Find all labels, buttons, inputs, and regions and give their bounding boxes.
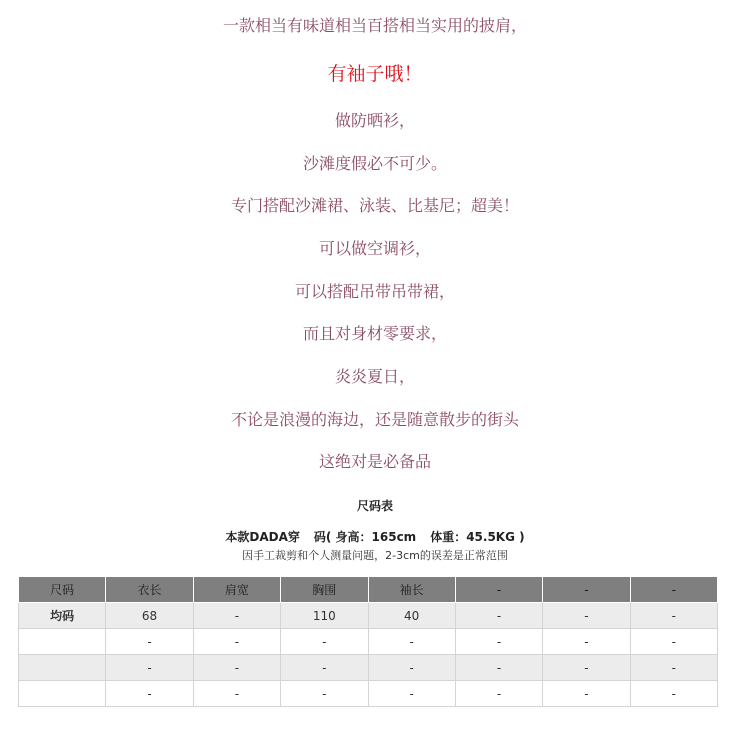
table-header-cell: 尺码 bbox=[19, 577, 106, 603]
table-cell: - bbox=[543, 655, 630, 681]
table-header-row bbox=[19, 577, 718, 603]
description-line: 做防晒衫， bbox=[334, 111, 415, 130]
table-cell: - bbox=[455, 655, 542, 681]
table-cell: - bbox=[455, 603, 542, 629]
table-cell: - bbox=[630, 681, 717, 707]
description-line: 专门搭配沙滩裙、泳装、比基尼；超美！ bbox=[230, 196, 519, 215]
model-label: 本款DADA穿 bbox=[225, 530, 300, 544]
table-cell: - bbox=[630, 655, 717, 681]
table-cell: - bbox=[193, 603, 280, 629]
table-cell: - bbox=[630, 629, 717, 655]
table-cell: - bbox=[630, 603, 717, 629]
table-cell bbox=[19, 681, 106, 707]
table-cell: - bbox=[543, 681, 630, 707]
table-cell: - bbox=[106, 655, 193, 681]
table-cell: - bbox=[368, 629, 455, 655]
table-header-cell: 袖长 bbox=[368, 577, 455, 603]
table-cell: - bbox=[368, 681, 455, 707]
table-cell: - bbox=[543, 603, 630, 629]
description-line: 不论是浪漫的海边，还是随意散步的街头 bbox=[230, 410, 519, 429]
description-line: 沙滩度假必不可少。 bbox=[302, 154, 447, 173]
model-weight: 体重：45.5KG ) bbox=[430, 530, 525, 544]
table-row bbox=[19, 603, 718, 629]
table-cell: 均码 bbox=[19, 603, 106, 629]
table-cell: - bbox=[106, 629, 193, 655]
table-row bbox=[19, 629, 718, 655]
table-cell: - bbox=[193, 629, 280, 655]
table-cell: 110 bbox=[281, 603, 368, 629]
table-row bbox=[19, 681, 718, 707]
table-cell: - bbox=[193, 655, 280, 681]
table-cell: - bbox=[368, 655, 455, 681]
table-cell: - bbox=[455, 629, 542, 655]
description-line: 炎炎夏日， bbox=[334, 367, 415, 386]
table-cell: - bbox=[281, 681, 368, 707]
table-cell: - bbox=[193, 681, 280, 707]
table-header-cell: 胸围 bbox=[281, 577, 368, 603]
measurement-note: 因手工裁剪和个人测量问题，2-3cm的误差是正常范围 bbox=[242, 549, 508, 562]
table-cell: - bbox=[543, 629, 630, 655]
table-header-cell: 衣长 bbox=[106, 577, 193, 603]
table-row bbox=[19, 655, 718, 681]
table-header-cell: - bbox=[630, 577, 717, 603]
description-line: 可以做空调衫， bbox=[318, 239, 431, 258]
table-header-cell: 肩宽 bbox=[193, 577, 280, 603]
description-highlight-line: 有袖子哦！ bbox=[327, 63, 423, 85]
size-chart-title: 尺码表 bbox=[356, 499, 393, 513]
size-table bbox=[18, 576, 718, 707]
description-line: 而且对身材零要求， bbox=[302, 324, 447, 343]
table-cell: 40 bbox=[368, 603, 455, 629]
table-cell: - bbox=[455, 681, 542, 707]
table-cell bbox=[19, 629, 106, 655]
table-cell: 68 bbox=[106, 603, 193, 629]
table-header-cell: - bbox=[455, 577, 542, 603]
table-cell: - bbox=[106, 681, 193, 707]
table-cell: - bbox=[281, 655, 368, 681]
description-line: 这绝对是必备品 bbox=[318, 452, 431, 471]
table-cell: - bbox=[281, 629, 368, 655]
model-info bbox=[0, 528, 750, 545]
table-cell bbox=[19, 655, 106, 681]
model-size-label: 码( 身高：165cm bbox=[313, 530, 417, 544]
description-line: 一款相当有味道相当百搭相当实用的披肩， bbox=[222, 16, 527, 35]
description-line: 可以搭配吊带吊带裙， bbox=[294, 282, 455, 301]
table-header-cell: - bbox=[543, 577, 630, 603]
